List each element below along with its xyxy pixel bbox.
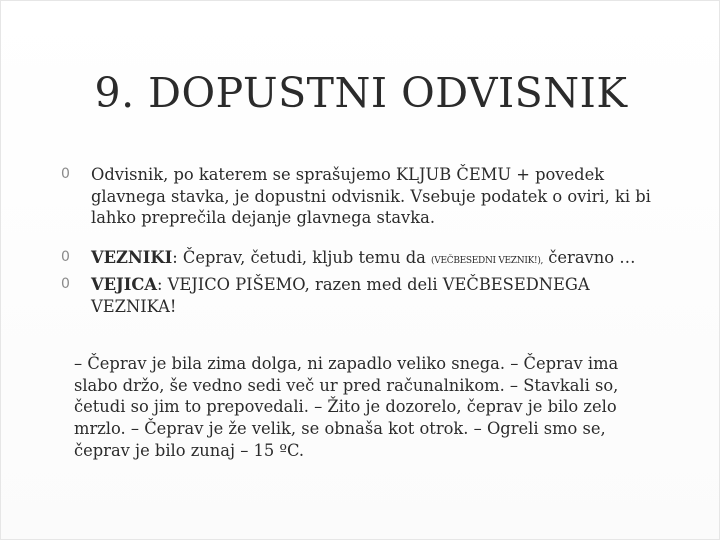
bullet-text-conjunctions-end: čeravno … [543, 247, 636, 267]
keyword-vejica: VEJICA [91, 275, 157, 294]
bullet-marker: 0 [61, 166, 70, 182]
bullet-marker: 0 [61, 276, 70, 292]
small-note-multiword: (VEČBESEDNI VEZNIK!), [431, 255, 544, 266]
bullet-item-comma [61, 274, 661, 317]
bullet-text-conjunctions: : Čeprav, četudi, kljub temu da [172, 247, 432, 267]
bullet-text-definition: Odvisnik, po katerem se sprašujemo KLJUB ČEMU + povedek glavnega stavka, je dopustni odvisnik. Vsebuje podatek o oviri, ki bi lahko preprečila dejanje glavnega stavka. [91, 165, 651, 227]
bullet-item-definition [61, 164, 661, 229]
bullet-list [61, 164, 661, 317]
bullet-item-conjunctions [61, 247, 661, 273]
keyword-vezniki: VEZNIKI [91, 247, 173, 267]
bullet-marker: 0 [61, 248, 70, 265]
example-sentences: – Čeprav je bila zima dolga, ni zapadlo veliko snega. – Čeprav ima slabo držo, še vedno sedi več ur pred računalnikom. – Stavkali so, četudi so jim to prepovedali. – Žito je dozorelo, čeprav je bilo zelo mrzlo. – Čeprav je že velik, se obnaša kot otrok. – Ogreli smo se, čeprav je bilo zunaj – 15 ºC. [74, 354, 619, 460]
bullet-text-comma: : VEJICO PIŠEMO, razen med deli VEČBESEDNEGA VEZNIKA! [91, 275, 590, 316]
slide-title: 9. DOPUSTNI ODVISNIK [94, 69, 628, 117]
